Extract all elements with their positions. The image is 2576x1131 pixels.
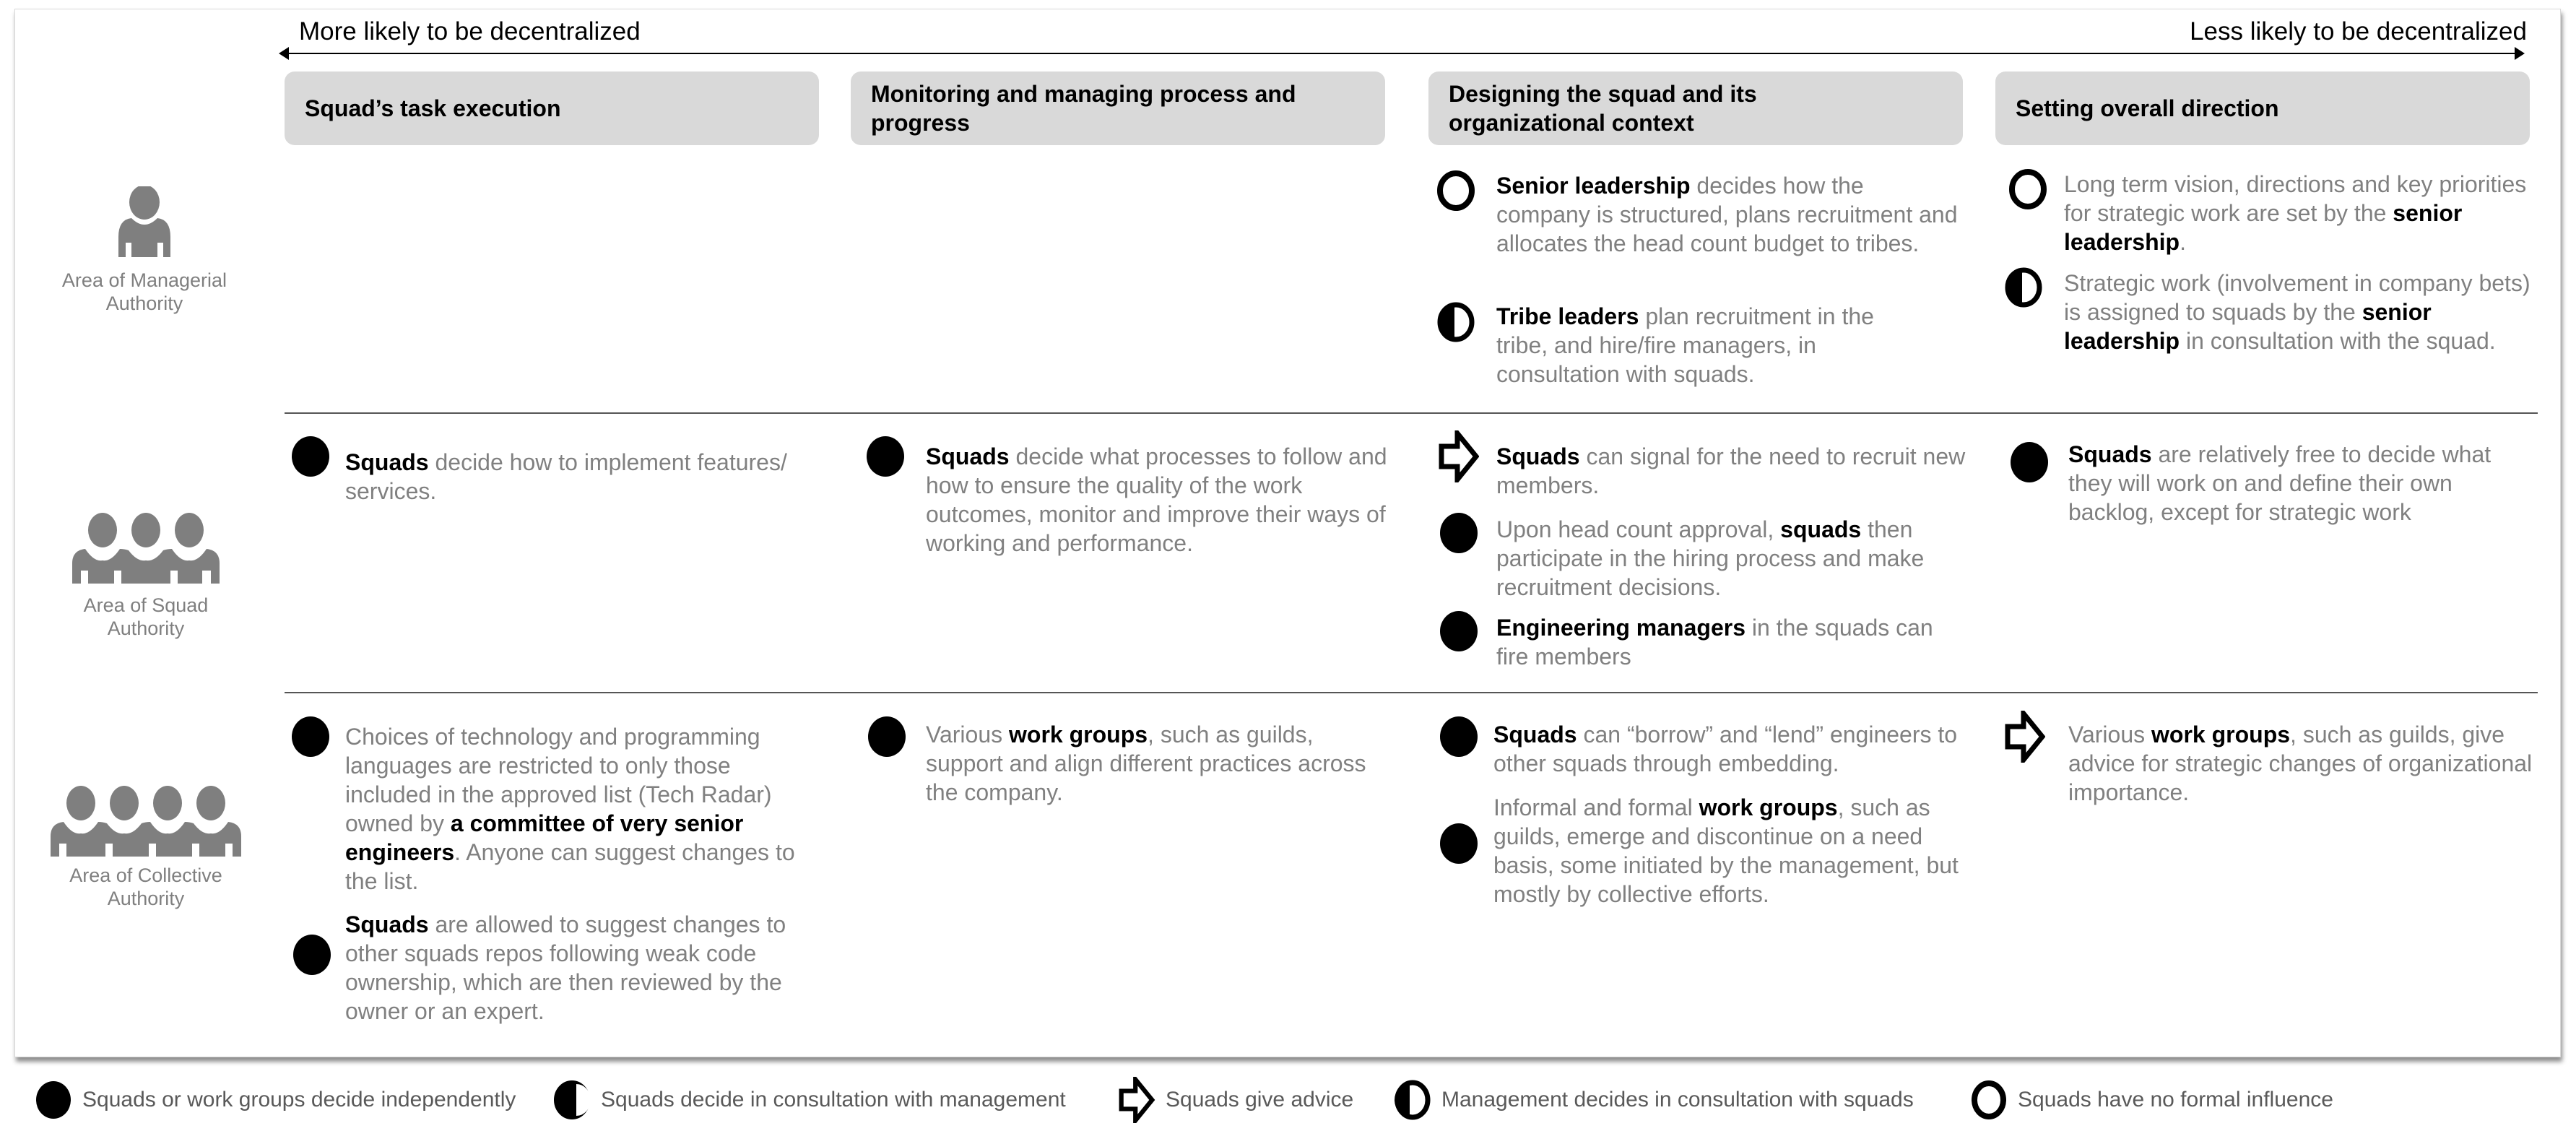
cell-item: Engineering managers in the squads can fire members [1496, 615, 1933, 670]
single-person-icon [110, 186, 179, 259]
cell-item: Squads can signal for the need to recruit new members. [1496, 443, 1966, 498]
column-header-monitoring-label: Monitoring and managing process and progress [871, 81, 1296, 136]
arrow-left-icon [279, 47, 289, 60]
axis-label-right: Less likely to be decentralized [2190, 17, 2527, 46]
cell-item: Squads are allowed to suggest changes to other squads repos following weak code ownership, which are then reviewed by the owner or an expert. [345, 911, 786, 1024]
cell-item: Squads can “borrow” and “lend” engineers to other squads through embedding. [1493, 722, 1958, 776]
filled-circle-icon [865, 715, 908, 758]
axis-label-left: More likely to be decentralized [299, 17, 641, 46]
half-left-circle-icon [1394, 1080, 1431, 1120]
row-label-collective: Area of Collective Authority [69, 864, 222, 909]
half-right-white-circle-icon [553, 1080, 591, 1120]
legend [0, 1078, 2576, 1122]
half-left-circle-icon [2003, 267, 2044, 308]
empty-circle-icon [2008, 169, 2048, 209]
cell-item: Various work groups, such as guilds, support and align different practices across the company. [926, 722, 1366, 805]
filled-circle-icon [1437, 610, 1480, 653]
filled-circle-icon [864, 435, 907, 478]
column-header-monitoring [851, 72, 1385, 145]
arrow-advice-icon [1439, 430, 1479, 482]
cell-item: Upon head count approval, squads then participate in the hiring process and make recruitment decisions. [1496, 516, 1925, 600]
empty-circle-icon [1436, 170, 1476, 211]
cell-item: Tribe leaders plan recruitment in the tribe, and hire/fire managers, in consultation with squads. [1496, 303, 1874, 387]
cell-item: Senior leadership decides how the company is structured, plans recruitment and allocates the head count budget to tribes. [1496, 173, 1958, 256]
arrow-right-icon [2515, 47, 2525, 60]
legend-item-advice: Squads give advice [1118, 1078, 1353, 1122]
filled-circle-icon [289, 435, 332, 478]
decentralization-axis-line [283, 53, 2516, 54]
legend-item-squads-consult: Squads decide in consultation with management [553, 1078, 1066, 1122]
cell-item: Long term vision, directions and key priorities for strategic work are set by the senior leadership. [2064, 171, 2527, 255]
filled-circle-icon [1437, 511, 1480, 555]
filled-circle-icon [1437, 822, 1480, 865]
cell-item: Strategic work (involvement in company bets) is assigned to squads by the senior leadership in consultation with the squad. [2064, 270, 2531, 354]
row-separator [285, 692, 2538, 693]
empty-circle-icon [1970, 1080, 2008, 1120]
cell-item: Informal and formal work groups, such as guilds, emerge and discontinue on a need basis, some initiated by the management, but mostly by collective efforts. [1493, 794, 1959, 907]
row-separator [285, 412, 2538, 414]
cell-item: Squads decide what processes to follow and how to ensure the quality of the work outcomes, monitor and improve their ways of working and performance. [926, 443, 1387, 556]
cell-item: Squads are relatively free to decide what they will work on and define their own backlog, except for strategic work [2068, 441, 2492, 525]
filled-circle-icon [2008, 441, 2051, 484]
half-left-circle-icon [1436, 302, 1476, 342]
filled-circle-icon [289, 715, 332, 758]
column-header-design [1428, 72, 1963, 145]
filled-circle-icon [290, 933, 334, 976]
cell-item: Choices of technology and programming languages are restricted to only those included in the approved list (Tech Radar) owned by a committee of very senior engineers. Anyone can suggest changes to the list. [345, 724, 795, 894]
legend-item-no-influence: Squads have no formal influence [1970, 1078, 2333, 1122]
four-people-icon [48, 786, 244, 858]
arrow-advice-icon [2005, 711, 2045, 763]
filled-circle-icon [1437, 715, 1480, 758]
arrow-advice-icon [1118, 1077, 1155, 1123]
column-header-direction: Setting overall direction [1995, 72, 2530, 145]
cell-item: Squads decide how to implement features/ services. [345, 449, 787, 504]
column-header-design-label: Designing the squad and its organizational context [1449, 81, 1757, 136]
legend-item-management-consult: Management decides in consultation with squads [1394, 1078, 1914, 1122]
row-label-squad: Area of Squad Authority [83, 594, 209, 639]
legend-item-independent: Squads or work groups decide independently [35, 1078, 516, 1122]
cell-item: Various work groups, such as guilds, give advice for strategic changes of organizational importance. [2068, 722, 2533, 805]
column-header-task-execution: Squad’s task execution [285, 72, 819, 145]
filled-circle-icon [35, 1080, 72, 1120]
three-people-icon [69, 513, 222, 585]
row-label-managerial: Area of Managerial Authority [61, 269, 227, 314]
